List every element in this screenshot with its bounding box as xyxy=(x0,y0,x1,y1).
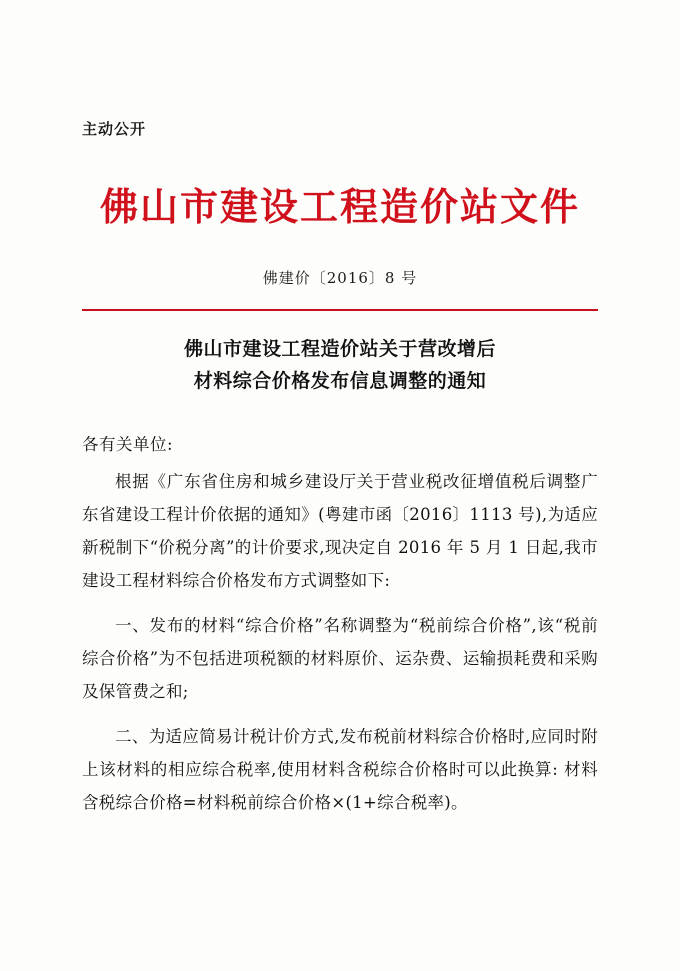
paragraph-2: 一、发布的材料“综合价格”名称调整为“税前综合价格”,该“税前综合价格”为不包括进项税额的材料原价、运杂费、运输损耗费和采购及保管费之和; xyxy=(82,616,598,702)
paragraph-1: 根据《广东省住房和城乡建设厅关于营业税改征增值税后调整广东省建设工程计价依据的通知》(粤建市函〔2016〕1113 号),为适应新税制下“价税分离”的计价要求,现决定自 2016 年 5 月 1 日起,我市建设工程材料综合价格发布方式调整如下: xyxy=(82,472,598,591)
document-body xyxy=(82,0,598,819)
open-disclosure-mark: 主动公开 xyxy=(82,120,147,138)
document-title-line-1: 佛山市建设工程造价站关于营改增后 xyxy=(183,337,496,360)
document-masthead: 佛山市建设工程造价站文件 xyxy=(99,184,580,229)
red-divider-rule xyxy=(82,309,598,311)
document-title-line-2: 材料综合价格发布信息调整的通知 xyxy=(193,369,487,392)
document-title xyxy=(82,333,598,398)
paragraph-3: 二、为适应简易计税计价方式,发布税前材料综合价格时,应同时附上该材料的相应综合税率,使用材料含税综合价格时可以此换算: 材料含税综合价格=材料税前综合价格×(1+综合税率)。 xyxy=(82,727,598,813)
salutation: 各有关单位: xyxy=(82,435,174,455)
document-number: 佛建价〔2016〕8 号 xyxy=(262,268,418,287)
